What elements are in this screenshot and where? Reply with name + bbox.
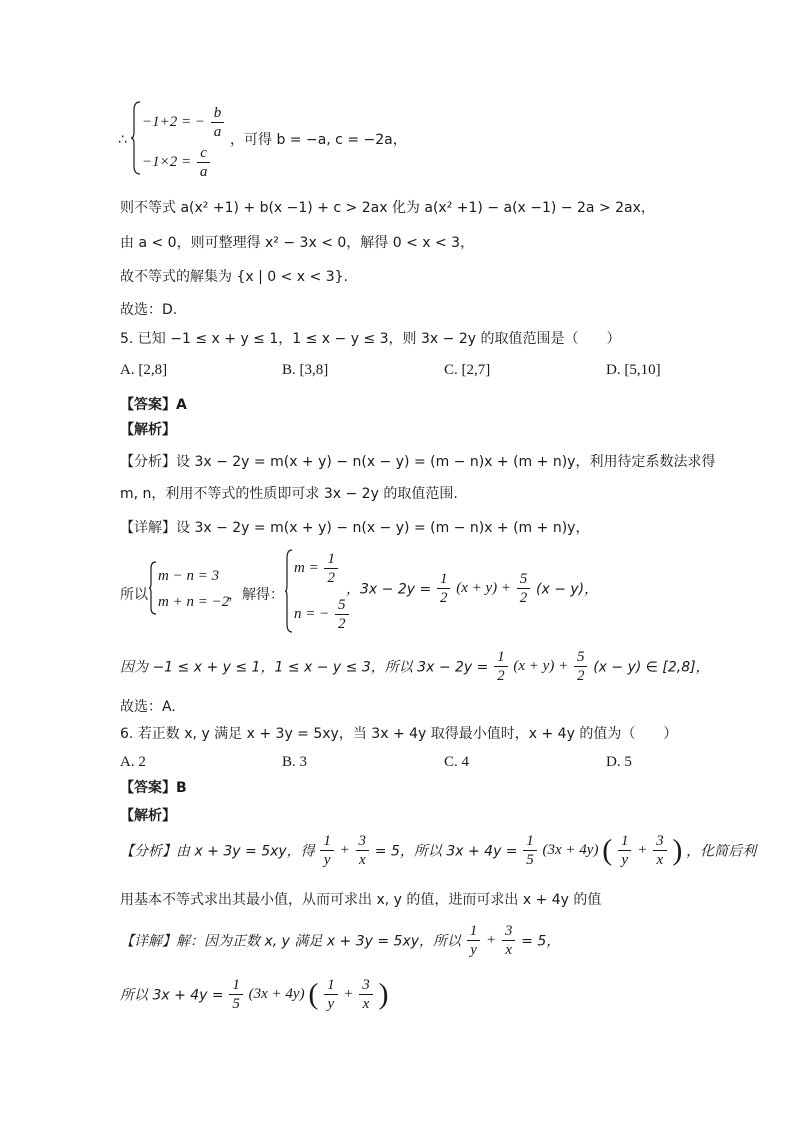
jiede-text: ，解得： (228, 587, 284, 603)
fraction (324, 550, 338, 587)
numerator: 1 (320, 832, 334, 851)
detail-6-line-1 (120, 922, 560, 959)
numerator: 1 (494, 648, 508, 667)
denominator: 5 (232, 996, 240, 1012)
paren-right: ) (672, 833, 683, 867)
numerator: 3 (653, 832, 667, 851)
system-row-2 (142, 144, 212, 181)
expr-text: ，3x − 2y = (346, 581, 432, 598)
fraction (618, 832, 632, 869)
fraction (356, 832, 370, 869)
fraction (467, 922, 481, 959)
plus-sign: + (637, 842, 648, 858)
expr-text: = 5，所以 3x + 4y = (374, 843, 518, 860)
denominator: x (362, 996, 370, 1012)
numerator: 1 (324, 976, 338, 995)
denominator: y (327, 996, 335, 1012)
denominator: 2 (519, 590, 528, 606)
numerator: 1 (324, 550, 338, 569)
numerator: 1 (229, 976, 243, 995)
denominator: y (323, 852, 331, 868)
q5-option-a: A. [2,8] (120, 362, 168, 378)
expr-text: (x + y) + (456, 580, 512, 596)
system1-row-2: m + n = −2 (158, 594, 230, 610)
equation-text: −1+2 = − (142, 114, 205, 130)
numerator: 3 (359, 976, 373, 995)
fraction (653, 832, 667, 869)
q5-option-c: C. [2,7] (444, 362, 491, 378)
system2-row-m (294, 550, 340, 587)
n-label: n = − (294, 606, 330, 622)
q6-option-b: B. 3 (282, 754, 308, 770)
choice-5-line: 故选：A. (120, 699, 176, 715)
left-brace-icon (148, 560, 158, 616)
expr-text: 因为 −1 ≤ x + y ≤ 1，1 ≤ x − y ≤ 3，所以 3x − 2y = (120, 659, 489, 676)
fraction (494, 648, 508, 685)
q6-option-d: D. 5 (606, 754, 632, 770)
answer-5: 【答案】A (120, 397, 187, 413)
fraction (320, 832, 334, 869)
system-row-1 (142, 104, 226, 141)
q5-option-b: B. [3,8] (282, 362, 329, 378)
q6-option-a: A. 2 (120, 754, 146, 770)
analysis-5-line-2: m, n，利用不等式的性质即可求 3x − 2y 的取值范围. (120, 486, 458, 502)
numerator: 3 (502, 922, 516, 941)
result-5-expression (346, 570, 598, 607)
result-clause: ，可得 b = −a, c = −2a， (230, 132, 407, 148)
numerator: 5 (335, 596, 349, 615)
fraction (523, 832, 537, 869)
numerator: 1 (618, 832, 632, 851)
equation-text: −1×2 = (142, 154, 192, 170)
denominator: x (358, 852, 366, 868)
analysis-5-heading: 【解析】 (120, 422, 176, 438)
numerator: c (197, 144, 211, 163)
expr-text: (x − y) ∈ [2,8]， (593, 659, 710, 676)
paren-right: ) (378, 977, 389, 1011)
denominator: y (470, 942, 477, 958)
expr-text: 【详解】解：因为正数 x, y 满足 x + 3y = 5xy，所以 (120, 933, 462, 950)
q5-option-d: D. [5,10] (606, 362, 661, 378)
denominator: 2 (327, 570, 335, 586)
plus-sign: + (343, 986, 354, 1002)
suoyi-label: 所以 (120, 587, 148, 603)
fraction (229, 976, 243, 1013)
analysis-6-line-2: 用基本不等式求出其最小值，从而可求出 x, y 的值，进而可求出 x + 4y 的值 (120, 892, 602, 908)
plus-sign: + (339, 842, 350, 858)
fraction (324, 976, 338, 1013)
denominator: 2 (338, 616, 346, 632)
expr-text: (x − y)， (536, 581, 599, 598)
denominator: 2 (439, 590, 448, 606)
numerator: 1 (467, 922, 481, 941)
answer-6: 【答案】B (120, 780, 187, 796)
numerator: 5 (574, 648, 588, 667)
denominator: x (656, 852, 664, 868)
numerator: b (211, 104, 225, 123)
detail-5-line-1: 【详解】设 3x − 2y = m(x + y) − n(x − y) = (m − n)x + (m + n)y， (120, 520, 590, 536)
denominator: x (505, 942, 512, 958)
paren-left: ( (308, 977, 319, 1011)
fraction (211, 104, 225, 141)
paren-left: ( (602, 833, 613, 867)
fraction (574, 648, 588, 685)
denominator: 5 (526, 852, 534, 868)
expr-text: (3x + 4y) (248, 986, 305, 1002)
question-6: 6. 若正数 x, y 满足 x + 3y = 5xy，当 3x + 4y 取得最小值时，x + 4y 的值为（ ） (120, 726, 678, 742)
solution-set-line: 故不等式的解集为 {x | 0 < x < 3}. (120, 269, 348, 285)
numerator: 1 (523, 832, 537, 851)
fraction (437, 570, 451, 607)
q6-option-c: C. 4 (444, 754, 470, 770)
expr-text: = 5， (521, 933, 561, 950)
expr-text: ，化简后利 (686, 843, 757, 860)
m-label: m = (294, 560, 319, 576)
denominator: 2 (497, 668, 505, 684)
inequality-transform-line: 则不等式 a(x² +1) + b(x −1) + c > 2ax 化为 a(x² +1) − a(x −1) − 2a > 2ax， (120, 200, 655, 216)
denominator: 2 (576, 668, 585, 684)
denominator: a (199, 164, 208, 180)
choice-line: 故选：D. (120, 302, 178, 318)
fraction (197, 144, 211, 181)
simplify-line: 由 a < 0，则可整理得 x² − 3x < 0，解得 0 < x < 3， (120, 235, 475, 251)
plus-sign: + (486, 932, 497, 948)
detail-6-line-2 (120, 976, 388, 1013)
left-brace-icon (284, 548, 294, 634)
system1-row-1: m − n = 3 (158, 568, 220, 584)
expr-text: 所以 3x + 4y = (120, 987, 224, 1004)
denominator: a (213, 124, 222, 140)
numerator: 3 (356, 832, 370, 851)
fraction (502, 922, 516, 959)
fraction (517, 570, 531, 607)
expr-text: (x + y) + (513, 658, 569, 674)
because-line (120, 648, 710, 685)
expr-text: (3x + 4y) (542, 842, 599, 858)
left-brace-icon (130, 100, 142, 176)
denominator: y (621, 852, 629, 868)
analysis-6-line-1 (120, 832, 756, 869)
numerator: 5 (517, 570, 531, 589)
question-5: 5. 已知 −1 ≤ x + y ≤ 1，1 ≤ x − y ≤ 3，则 3x − 2y 的取值范围是（ ） (120, 331, 621, 347)
numerator: 1 (437, 570, 451, 589)
analysis-6-heading: 【解析】 (120, 808, 176, 824)
analysis-5-line-1: 【分析】设 3x − 2y = m(x + y) − n(x − y) = (m − n)x + (m + n)y，利用待定系数法求得 (120, 454, 716, 470)
fraction (359, 976, 373, 1013)
expr-text: 【分析】由 x + 3y = 5xy，得 (120, 843, 315, 860)
result-text (230, 130, 407, 150)
therefore-symbol: ∴ (118, 132, 127, 148)
system2-row-n (294, 596, 351, 633)
